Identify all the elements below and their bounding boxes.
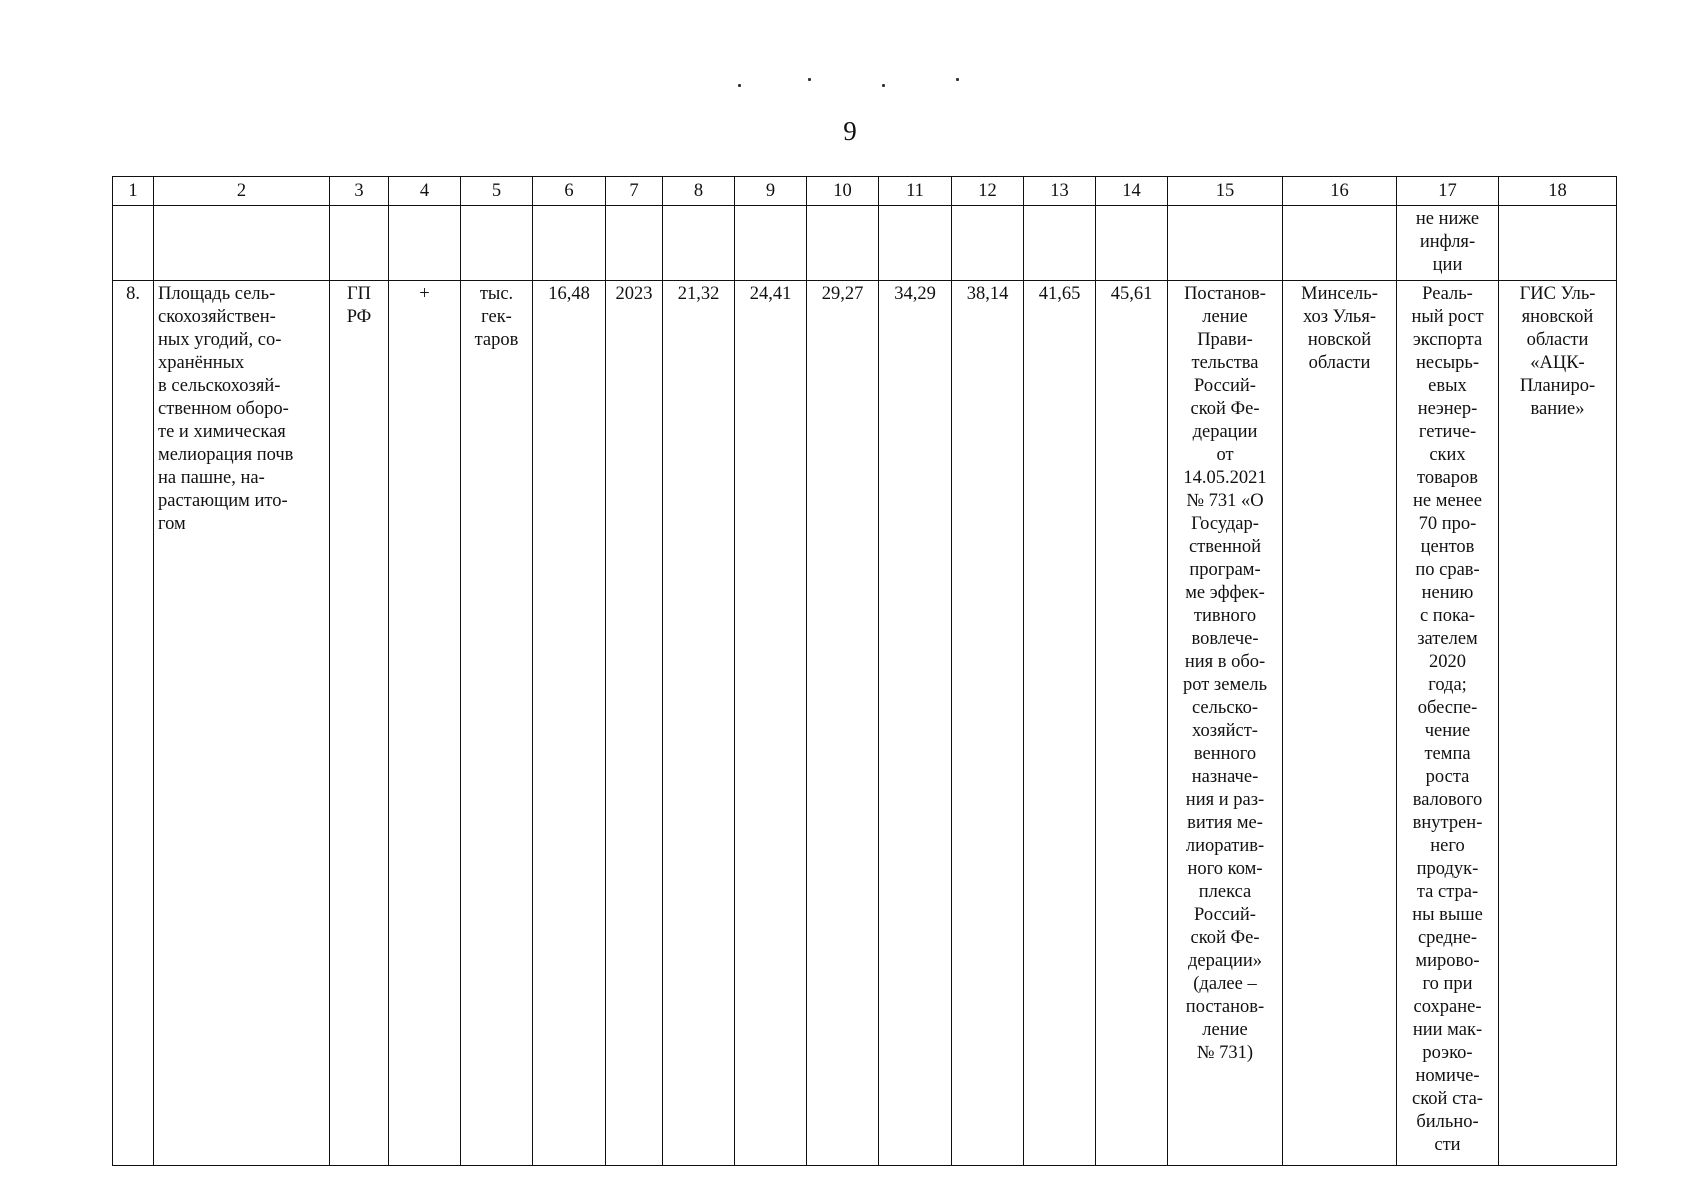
scan-specks bbox=[0, 72, 1700, 102]
linked-result: Реаль- ный рост экспорта несырь- евых неэнер- гетиче- ских товаров не менее 70 про- центов по срав- нению с пока- зателем 2020 года; обеспе- чение темпа роста валового внутрен- него продук- та стра- ны выше средне- мирово- го при сохране- нии мак- роэко- номиче- ской ста- бильно- сти bbox=[1397, 281, 1499, 1166]
table-cell bbox=[461, 206, 533, 281]
indicator-table bbox=[112, 176, 1617, 1166]
legal-document: Постанов- ление Прави- тельства Россий- ской Фе- дерации от 14.05.2021 № 731 «О Государ- ственной програм- ме эффек- тивного вовлече- ния в обо- рот земель сельско- хозяйст- венного назначе- ния и раз- вития ме- лиоратив- ного ком- плекса Россий- ской Фе- дерации» (далее – постанов- ление № 731) bbox=[1168, 281, 1283, 1166]
column-number-row bbox=[113, 177, 1617, 206]
value-cell: 38,14 bbox=[952, 281, 1024, 1166]
column-header: 16 bbox=[1283, 177, 1397, 206]
page-number: 9 bbox=[843, 116, 857, 146]
value-cell: 21,32 bbox=[663, 281, 735, 1166]
column-header: 10 bbox=[807, 177, 879, 206]
column-header: 14 bbox=[1096, 177, 1168, 206]
column-header: 8 bbox=[663, 177, 735, 206]
table-cell bbox=[606, 206, 663, 281]
scan-speck bbox=[956, 78, 959, 81]
value-cell: 45,61 bbox=[1096, 281, 1168, 1166]
column-header: 11 bbox=[879, 177, 952, 206]
column-header: 5 bbox=[461, 177, 533, 206]
column-header: 15 bbox=[1168, 177, 1283, 206]
scan-speck bbox=[738, 84, 741, 87]
information-system: ГИС Уль- яновской области «АЦК- Планиро- вание» bbox=[1499, 281, 1617, 1166]
row-number: 8. bbox=[113, 281, 154, 1166]
base-year: 2023 bbox=[606, 281, 663, 1166]
table-cell bbox=[1499, 206, 1617, 281]
table-cell bbox=[1283, 206, 1397, 281]
table-cell bbox=[330, 206, 389, 281]
table-cell bbox=[113, 206, 154, 281]
table-cell bbox=[807, 206, 879, 281]
column-header: 1 bbox=[113, 177, 154, 206]
table-cell bbox=[663, 206, 735, 281]
table-row bbox=[113, 281, 1617, 1166]
table-cell bbox=[1168, 206, 1283, 281]
value-cell: 41,65 bbox=[1024, 281, 1096, 1166]
table-cell bbox=[879, 206, 952, 281]
table-cell bbox=[952, 206, 1024, 281]
column-header: 4 bbox=[389, 177, 461, 206]
indicator-source: ГП РФ bbox=[330, 281, 389, 1166]
value-cell: 29,27 bbox=[807, 281, 879, 1166]
column-header: 18 bbox=[1499, 177, 1617, 206]
continuation-cell-results: не ниже инфля- ции bbox=[1397, 206, 1499, 281]
indicator-sign: + bbox=[389, 281, 461, 1166]
column-header: 12 bbox=[952, 177, 1024, 206]
table-cell bbox=[154, 206, 330, 281]
value-cell: 24,41 bbox=[735, 281, 807, 1166]
scan-speck bbox=[882, 84, 885, 87]
table-cell bbox=[1024, 206, 1096, 281]
column-header: 7 bbox=[606, 177, 663, 206]
table-cell bbox=[735, 206, 807, 281]
table-cell bbox=[533, 206, 606, 281]
indicator-name: Площадь сель- скохозяйствен- ных угодий, со- хранённых в сельскохозяй- ственном оборо- те и химическая мелиорация почв на пашне, на- растающим ито- гом bbox=[154, 281, 330, 1166]
base-value: 16,48 bbox=[533, 281, 606, 1166]
column-header: 2 bbox=[154, 177, 330, 206]
column-header: 13 bbox=[1024, 177, 1096, 206]
value-cell: 34,29 bbox=[879, 281, 952, 1166]
table-cell bbox=[1096, 206, 1168, 281]
table-cell bbox=[389, 206, 461, 281]
column-header: 6 bbox=[533, 177, 606, 206]
responsible-body: Минсель- хоз Улья- новской области bbox=[1283, 281, 1397, 1166]
unit-of-measure: тыс. гек- таров bbox=[461, 281, 533, 1166]
column-header: 9 bbox=[735, 177, 807, 206]
column-header: 17 bbox=[1397, 177, 1499, 206]
column-header: 3 bbox=[330, 177, 389, 206]
continuation-row bbox=[113, 206, 1617, 281]
scan-speck bbox=[808, 78, 811, 81]
